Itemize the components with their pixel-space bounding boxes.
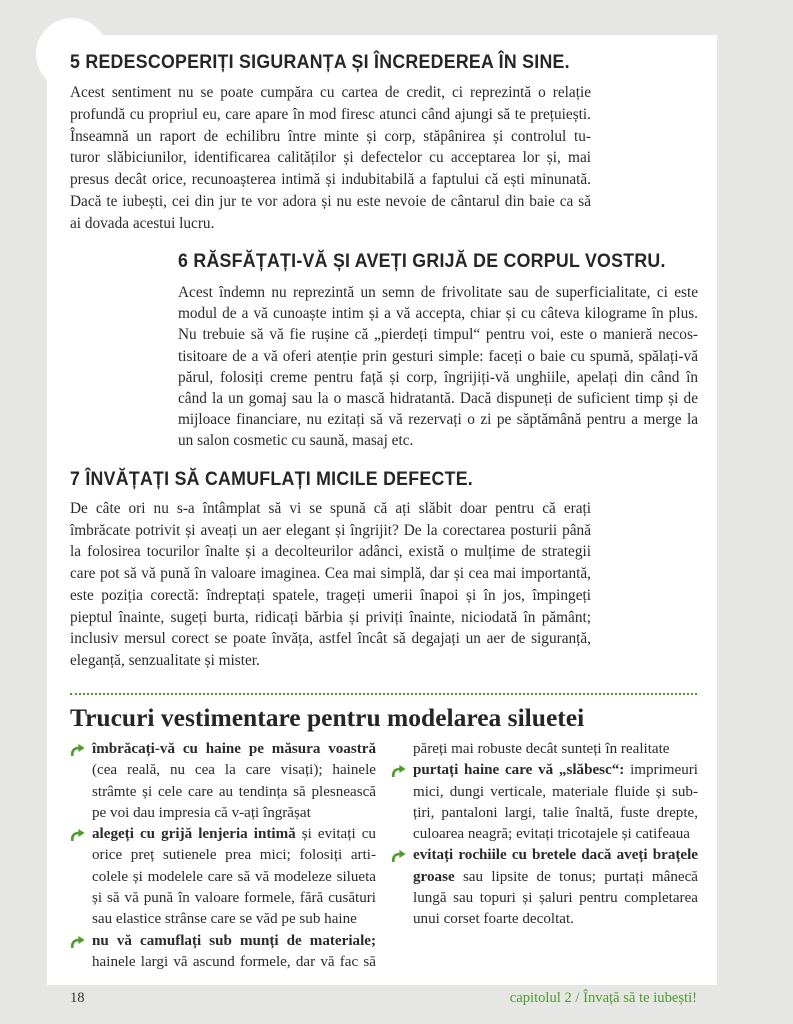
text-line: profundă cu propriul eu, care apare în mod firesc atunci când ajungi să te prețuiești.	[70, 105, 591, 123]
tip-line: sau elastice strânse care se văd pe sub haine	[92, 911, 357, 928]
text-line: Acest sentiment nu se poate cumpăra cu cartea de credit, ci reprezintă o relație	[70, 84, 591, 101]
tip-text: sau lipsite de tonus; purtați mânecă	[462, 868, 699, 885]
section-title: RĂSFĂȚAȚI-VĂ ȘI AVEȚI GRIJĂ DE CORPUL VOSTRU.	[193, 250, 666, 272]
text-line: mijloace financiare, nu ezitați să vă rezervați o zi pe săptămână pentru a merge la	[178, 411, 698, 429]
curved-arrow-icon	[70, 743, 85, 756]
tip-bold-text: îmbrăcați-vă cu haine pe măsura voastră	[92, 741, 376, 757]
tip-line: (cea reală, nu cea la care visați); hainele	[92, 762, 376, 779]
tip-lead-line	[92, 931, 376, 952]
tip-line: colele și modelele care să vă modeleze silueta	[92, 868, 376, 885]
text-line: presus decât orice, recunoașterea intimă și indubitabilă a faptului că ești minunată.	[70, 171, 591, 189]
text-line: părul, folosiți creme pentru față și corp, îngrijiți-vă unghiile, apelați din când în	[178, 368, 698, 386]
tip-lead-line	[413, 845, 698, 866]
section-6-heading	[178, 250, 666, 272]
section-7-body	[70, 498, 591, 672]
text-line: modul de a vă cunoaște intim și a vă accepta, chiar și cu câteva kilograme în plus.	[178, 305, 698, 323]
text-line: Dacă te iubești, cei din jur te vor adora și nu este nevoie de cântarul din baie ca să	[70, 192, 591, 210]
section-title: REDESCOPERIȚI SIGURANȚA ȘI ÎNCREDEREA ÎN SINE.	[85, 51, 570, 73]
text-line: eleganță, senzualitate și mister.	[70, 651, 260, 669]
section-number: 5	[70, 51, 81, 73]
tip-bold-text: evitați rochiile cu bretele dacă aveți brațele	[413, 847, 698, 864]
page-number: 18	[70, 990, 85, 1006]
tip-lead-line	[413, 760, 698, 781]
tip-text: imprimeuri	[630, 762, 698, 779]
dotted-divider	[70, 693, 697, 695]
section-6-body	[178, 282, 698, 452]
text-line: tisitoare de a vă oferi atenție prin gesturi simple: faceți o baie cu spumă, spălați-vă	[178, 347, 698, 365]
curved-arrow-icon	[391, 764, 406, 777]
text-line: Nu trebuie să vă fie rușine că „pierdeți timpul“ pentru voi, este o manieră necos-	[178, 326, 698, 344]
section-5-body	[70, 82, 591, 235]
tip-line: țiri, pantaloni largi, talie înaltă, fuste drepte,	[413, 804, 698, 821]
section-number: 6	[178, 250, 189, 272]
section-5-heading	[70, 51, 570, 73]
text-line: la folosirea tocurilor înalte și a decolteurilor adânci, există o mulțime de strategii	[70, 543, 591, 561]
text-line: îmbrăcate potrivit și aveați un aer elegant și îngrijit? De la corectarea posturii până	[70, 521, 591, 539]
text-line: când la un gomaj sau la o mască hidratantă. Dacă dispuneți de suficient timp și de	[178, 390, 698, 408]
tip-line: pe voi dau impresia că v-ați îngrășat	[92, 804, 311, 821]
section-7-heading	[70, 468, 473, 490]
chapter-running-footer: capitolul 2 / Învață să te iubești!	[509, 990, 697, 1006]
tip-line: culoarea neagră; evitați tricotajele și catifeaua	[413, 826, 690, 843]
tip-bold-text: groase	[413, 868, 455, 885]
tip-line: păreți mai robuste decât sunteți în realitate	[413, 741, 670, 757]
text-line: pieptul înainte, sugeți burta, ridicați bărbia și priviți înainte, niciodată în pământ;	[70, 608, 591, 626]
tip-bold-text: nu vă camuflați sub munți de materiale;	[92, 932, 376, 949]
tips-box-title: Trucuri vestimentare pentru modelarea siluetei	[70, 703, 585, 732]
tip-bold-text: purtați haine care vă „slăbesc“:	[413, 762, 625, 779]
tip-text: și evitați cu	[301, 826, 376, 843]
tip-line: orice preț sutienele prea mici; folosiți arti-	[92, 847, 376, 864]
tip-line: lungă sau topuri și șaluri pentru completarea	[413, 890, 698, 907]
text-line: turor slăbiciunilor, identificarea calităților și defectelor cu acceptarea lor și, mai	[70, 149, 591, 167]
tip-bold-text: alegeți cu grijă lenjeria intimă	[92, 826, 296, 843]
curved-arrow-icon	[70, 828, 85, 841]
tip-lead-line	[92, 824, 376, 845]
text-line: ai dovada acestui lucru.	[70, 214, 215, 232]
text-line: De câte ori nu s-a întâmplat să vi se spună că ați slăbit doar pentru că erați	[70, 500, 591, 517]
tip-line: hainele largi vă ascund formele, dar vă fac să	[92, 953, 376, 970]
tip-line: unui corset foarte decoltat.	[413, 911, 574, 928]
text-line: care pot să vă pună în valoare imaginea. Cea mai simplă, dar și cea mai importantă,	[70, 565, 591, 583]
tip-lead-line	[92, 739, 376, 760]
tip-line: mici, dungi verticale, materiale fluide și sub-	[413, 783, 698, 800]
text-line: un salon cosmetic cu saună, masaj etc.	[178, 432, 414, 450]
tip-line	[413, 867, 698, 888]
section-number: 7	[70, 468, 81, 490]
text-line: Înseamnă un raport de echilibru între minte și corp, stăpânirea și controlul tu-	[70, 127, 591, 145]
text-line: Acest îndemn nu reprezintă un semn de frivolitate sau de superficialitate, ci este	[178, 284, 698, 301]
curved-arrow-icon	[391, 849, 406, 862]
text-line: inclusiv mersul corect se poate învăța, astfel încât să degajați un aer de siguranță,	[70, 630, 591, 648]
tip-line: și să vă pună în valoare formele, fără cusături	[92, 890, 376, 907]
tips-right-column	[413, 739, 698, 931]
tips-left-column	[92, 739, 376, 973]
curved-arrow-icon	[70, 935, 85, 948]
tip-line: strâmte și cele care au tendința să plesnească	[92, 783, 376, 800]
section-title: ÎNVĂȚAȚI SĂ CAMUFLAȚI MICILE DEFECTE.	[85, 468, 474, 490]
text-line: este poziția corectă: îndreptați spatele, trageți umerii înapoi și în jos, împingeți	[70, 586, 591, 604]
